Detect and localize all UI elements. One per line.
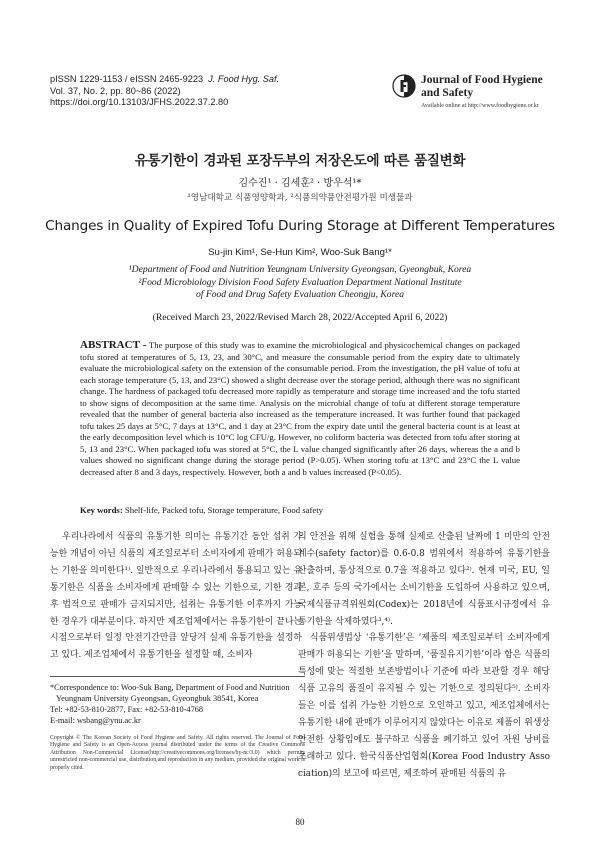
journal-title-line2: and Safety — [421, 87, 474, 99]
abstract — [80, 340, 520, 479]
affiliation-line: of Food and Drug Safety Evaluation Cheongju, Korea — [195, 289, 405, 301]
title-english: Changes in Quality of Expired Tofu During Storage at Different Temperatures — [45, 218, 555, 234]
correspondence-email[interactable]: E-mail: wsbang@ynu.ac.kr — [50, 715, 141, 725]
keywords-text: Shelf-life, Packed tofu, Storage temperature, Food safety — [122, 505, 323, 515]
page-number: 80 — [295, 817, 305, 827]
journal-title — [421, 74, 543, 100]
correspondence — [50, 683, 305, 727]
correspondence-line: Yeungnam University Gyeongsan, Gyeongbuk 38541, Korea — [56, 693, 259, 703]
copyright-notice: Copyright © The Korean Society of Food Hygiene and Safety. All rights reserved. The Journal of Food Hygiene and Safety is an Open-Access journal distributed under the terms of the Creative Commons Attribution Non-Commercial License(http://creativecommons.org/licenses/by-nc/3.0) which permits unrestricted non-commercial use, distribution,and reproduction in any medium, provided the original work is properly cited. — [50, 735, 305, 771]
authors-english: Su-jin Kim¹, Se-Hun Kim², Woo-Suk Bang¹* — [208, 247, 392, 258]
abstract-text: The purpose of this study was to examine the microbiological and physicochemical changes on packaged tofu stored at temperatures of 5, 13, 23, and 30°C, and measure the consumable period from the expiry date to ultimately evaluate the microbiological safety on the extension of the consumable period. From the investigation, the pH value of tofu at each storage temperature (5, 13, and 23°C) showed a slight decrease over the storage period, although there was no significant change. The hardness of packaged tofu decreased more rapidly as temperature and storage time increased and the tofu started to show signs of decomposition at the same time. Analysis on the microbial change of tofu at different storage temperature revealed that the number of general bacteria also increased as the temperature increased. It was further found that packaged tofu takes 25 days at 5°C, 7 days at 13°C, and 1 day at 23°C from the expiry date until the general bacteria count is at least at the early decomposition level which is 10°C log CFU/g. However, no coliform bacteria was detected from tofu after storing at 5, 13 and 23°C. When packaged tofu was stored at 5°C, the L value changed significantly after 26 days, whereas the a and b values showed no significant change during the storage period (P>0.05). When storing tofu at 13°C and 23°C the L value decreased after 8 and 3 days, respectively. However, both a and b values increased (P<0.05). — [80, 340, 521, 478]
body-paragraph: 의 안전을 위해 실험을 통해 실제로 산출된 날짜에 1 미만의 안전계수(safety factor)를 0.6-0.8 범위에서 적용하여 유통기한을 산출하며, 통상적으로 0.7을 적용하고 있다²⁾. 현재 미국, EU, 일본, 호주 등의 국가에서는 소비기한을 도입하여 사용하고 있으며, 국제식품규격위원회(Codex)는 2018년에 식품표시규정에서 유통기한을 삭제하였다³,⁴⁾. — [298, 532, 550, 627]
journal-title-line1: Journal of Food Hygiene — [421, 74, 543, 86]
affiliation-line: ¹Department of Food and Nutrition Yeungnam University Gyeongsan, Gyeongbuk, Korea — [128, 264, 472, 275]
affiliation-line: ²Food Microbiology Division Food Safety Evaluation Department National Institute — [138, 276, 462, 288]
abstract-heading: ABSTRACT - — [80, 339, 147, 351]
footnote-divider — [50, 676, 305, 677]
available-online[interactable]: Available online at http://www.foodhygiene.or.kr — [421, 103, 539, 109]
affiliations-english — [0, 264, 600, 302]
correspondence-line: Tel: +82-53-810-2877, Fax: +82-53-810-4768 — [50, 704, 204, 714]
title-korean: 유통기한이 경과된 포장두부의 저장온도에 따른 품질변화 — [134, 153, 466, 169]
issn-text: pISSN 1229-1153 / eISSN 2465-9223 — [50, 74, 204, 84]
correspondence-line: *Correspondence to: Woo-Suk Bang, Department of Food and Nutrition — [50, 683, 290, 692]
body-paragraph: 우리나라에서 식품의 유통기한 의미는 유통기간 동안 섭취 가능한 개념이 아닌 식품의 제조일로부터 소비자에게 판매가 허용되는 기한을 의미한다¹⁾. 일반적으로 우리나라에서 통용되고 있는 유통기한은 식품을 소비자에게 판매할 수 있는 기한으로, 기한 경과 후 법적으로 판매가 금지되지만, 섭취는 유통기한 이후까지 가능한 경우가 대부분이다. 하지만 제조업체에서는 유통기한이 끝나는 시점으로부터 일정 안전기간만큼 앞당겨 실제 유통기한을 설정하고 있다. 제조업체에서 유통기한을 설정할 때, 소비자 — [50, 532, 302, 661]
body-paragraph: 식품위생법상 ‘유통기한’은 ‘제품의 제조일로부터 소비자에게 판매가 허용되는 기한’을 말하며, ‘품질유지기한’이라 함은 식품의 특성에 맞는 적절한 보존방법이나 기준에 따라 보관할 경우 해당식품 고유의 품질이 유지될 수 있는 기한으로 정의된다⁵⁾. 소비자들은 이를 섭취 가능한 기한으로 오인하고 있고, 제조업체에서는 유통기한 내에 판매가 이루어지지 않았다는 이유로 제품이 위생상 안전한 상황임에도 불구하고 식품을 폐기하고 있어 자원 낭비를 초래하고 있다. 한국식품산업협회(Korea Food Industry Association)의 보고에 따르면, 제조하여 판매된 식품의 유 — [298, 633, 550, 779]
received-dates: (Received March 23, 2022/Revised March 28, 2022/Accepted April 6, 2022) — [152, 312, 448, 323]
journal-abbrev: J. Food Hyg. Saf. — [208, 74, 280, 84]
journal-header-info — [50, 74, 279, 109]
authors-korean: 김수진¹ · 김세훈² · 방우석¹* — [238, 178, 362, 189]
doi-link[interactable]: https://doi.org/10.13103/JFHS.2022.37.2.80 — [50, 97, 229, 107]
keywords — [80, 505, 520, 515]
volume-text: Vol. 37, No. 2, pp. 80~86 (2022) — [50, 85, 181, 96]
keywords-label: Key words: — [80, 505, 123, 515]
affiliations-korean: ¹영남대학교 식품영양학과, ²식품의약품안전평가원 미생물과 — [187, 193, 413, 203]
body-column-left — [50, 529, 302, 664]
body-column-right — [298, 529, 550, 783]
journal-logo-icon — [392, 74, 416, 98]
